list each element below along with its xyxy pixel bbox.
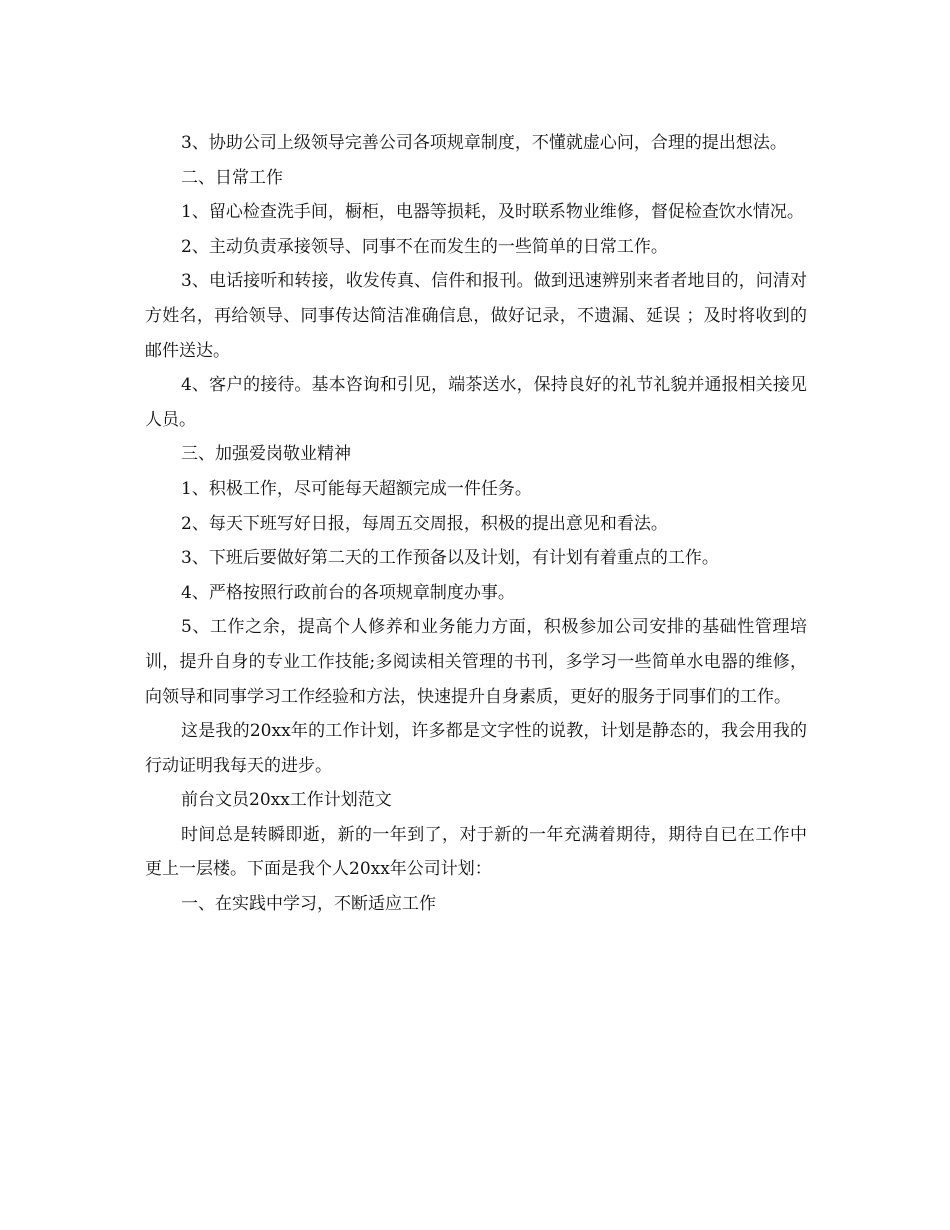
paragraph-item-2-reports: 2、每天下班写好日报，每周五交周报，积极的提出意见和看法。 bbox=[181, 513, 668, 534]
paragraph-item-3-plan: 3、下班后要做好第二天的工作预备以及计划，有计划有着重点的工作。 bbox=[181, 548, 719, 569]
section-heading-dedication: 三、加强爱岗敬业精神 bbox=[181, 444, 351, 465]
paragraph-item-1-work: 1、积极工作，尽可能每天超额完成一件任务。 bbox=[181, 478, 532, 499]
paragraph-item-4-rules: 4、严格按照行政前台的各项规章制度办事。 bbox=[181, 582, 515, 603]
paragraph-item-5-training: 5、工作之余，提高个人修养和业务能力方面，积极参加公司安排的基础性管理培训，提升自身的专业工作技能;多阅读相关管理的书刊，多学习一些简单水电器的维修，向领导和同事学习工作经验和方法，快速提升自身素质，更好的服务于同事们的工作。 bbox=[145, 617, 807, 707]
paragraph-item-3-phone: 3、电话接听和转接，收发传真、信件和报刊。做到迅速辨别来者者地目的，问清对方姓名，再给领导、同事传达简洁准确信息，做好记录，不遗漏、延误 ；及时将收到的邮件送达。 bbox=[145, 271, 807, 361]
document-body bbox=[145, 126, 807, 922]
section-heading-daily-work: 二、日常工作 bbox=[181, 167, 283, 188]
document-subtitle: 前台文员20xx工作计划范文 bbox=[181, 790, 392, 811]
paragraph-closing: 这是我的20xx年的工作计划，许多都是文字性的说教，计划是静态的，我会用我的行动证明我每天的进步。 bbox=[145, 721, 807, 776]
paragraph-intro: 时间总是转瞬即逝，新的一年到了，对于新的一年充满着期待，期待自已在工作中更上一层楼。下面是我个人20xx年公司计划： bbox=[145, 824, 807, 880]
paragraph-item-4-reception: 4、客户的接待。基本咨询和引见，端茶送水，保持良好的礼节礼貌并通报相关接见人员。 bbox=[145, 375, 807, 430]
paragraph-item-2: 2、主动负责承接领导、同事不在而发生的一些简单的日常工作。 bbox=[181, 236, 668, 257]
paragraph-item-3: 3、协助公司上级领导完善公司各项规章制度，不懂就虚心问，合理的提出想法。 bbox=[181, 133, 787, 153]
paragraph-item-1: 1、留心检查洗手间，橱柜，电器等损耗，及时联系物业维修，督促检查饮水情况。 bbox=[181, 202, 804, 223]
section-heading-practice: 一、在实践中学习，不断适应工作 bbox=[181, 894, 436, 915]
